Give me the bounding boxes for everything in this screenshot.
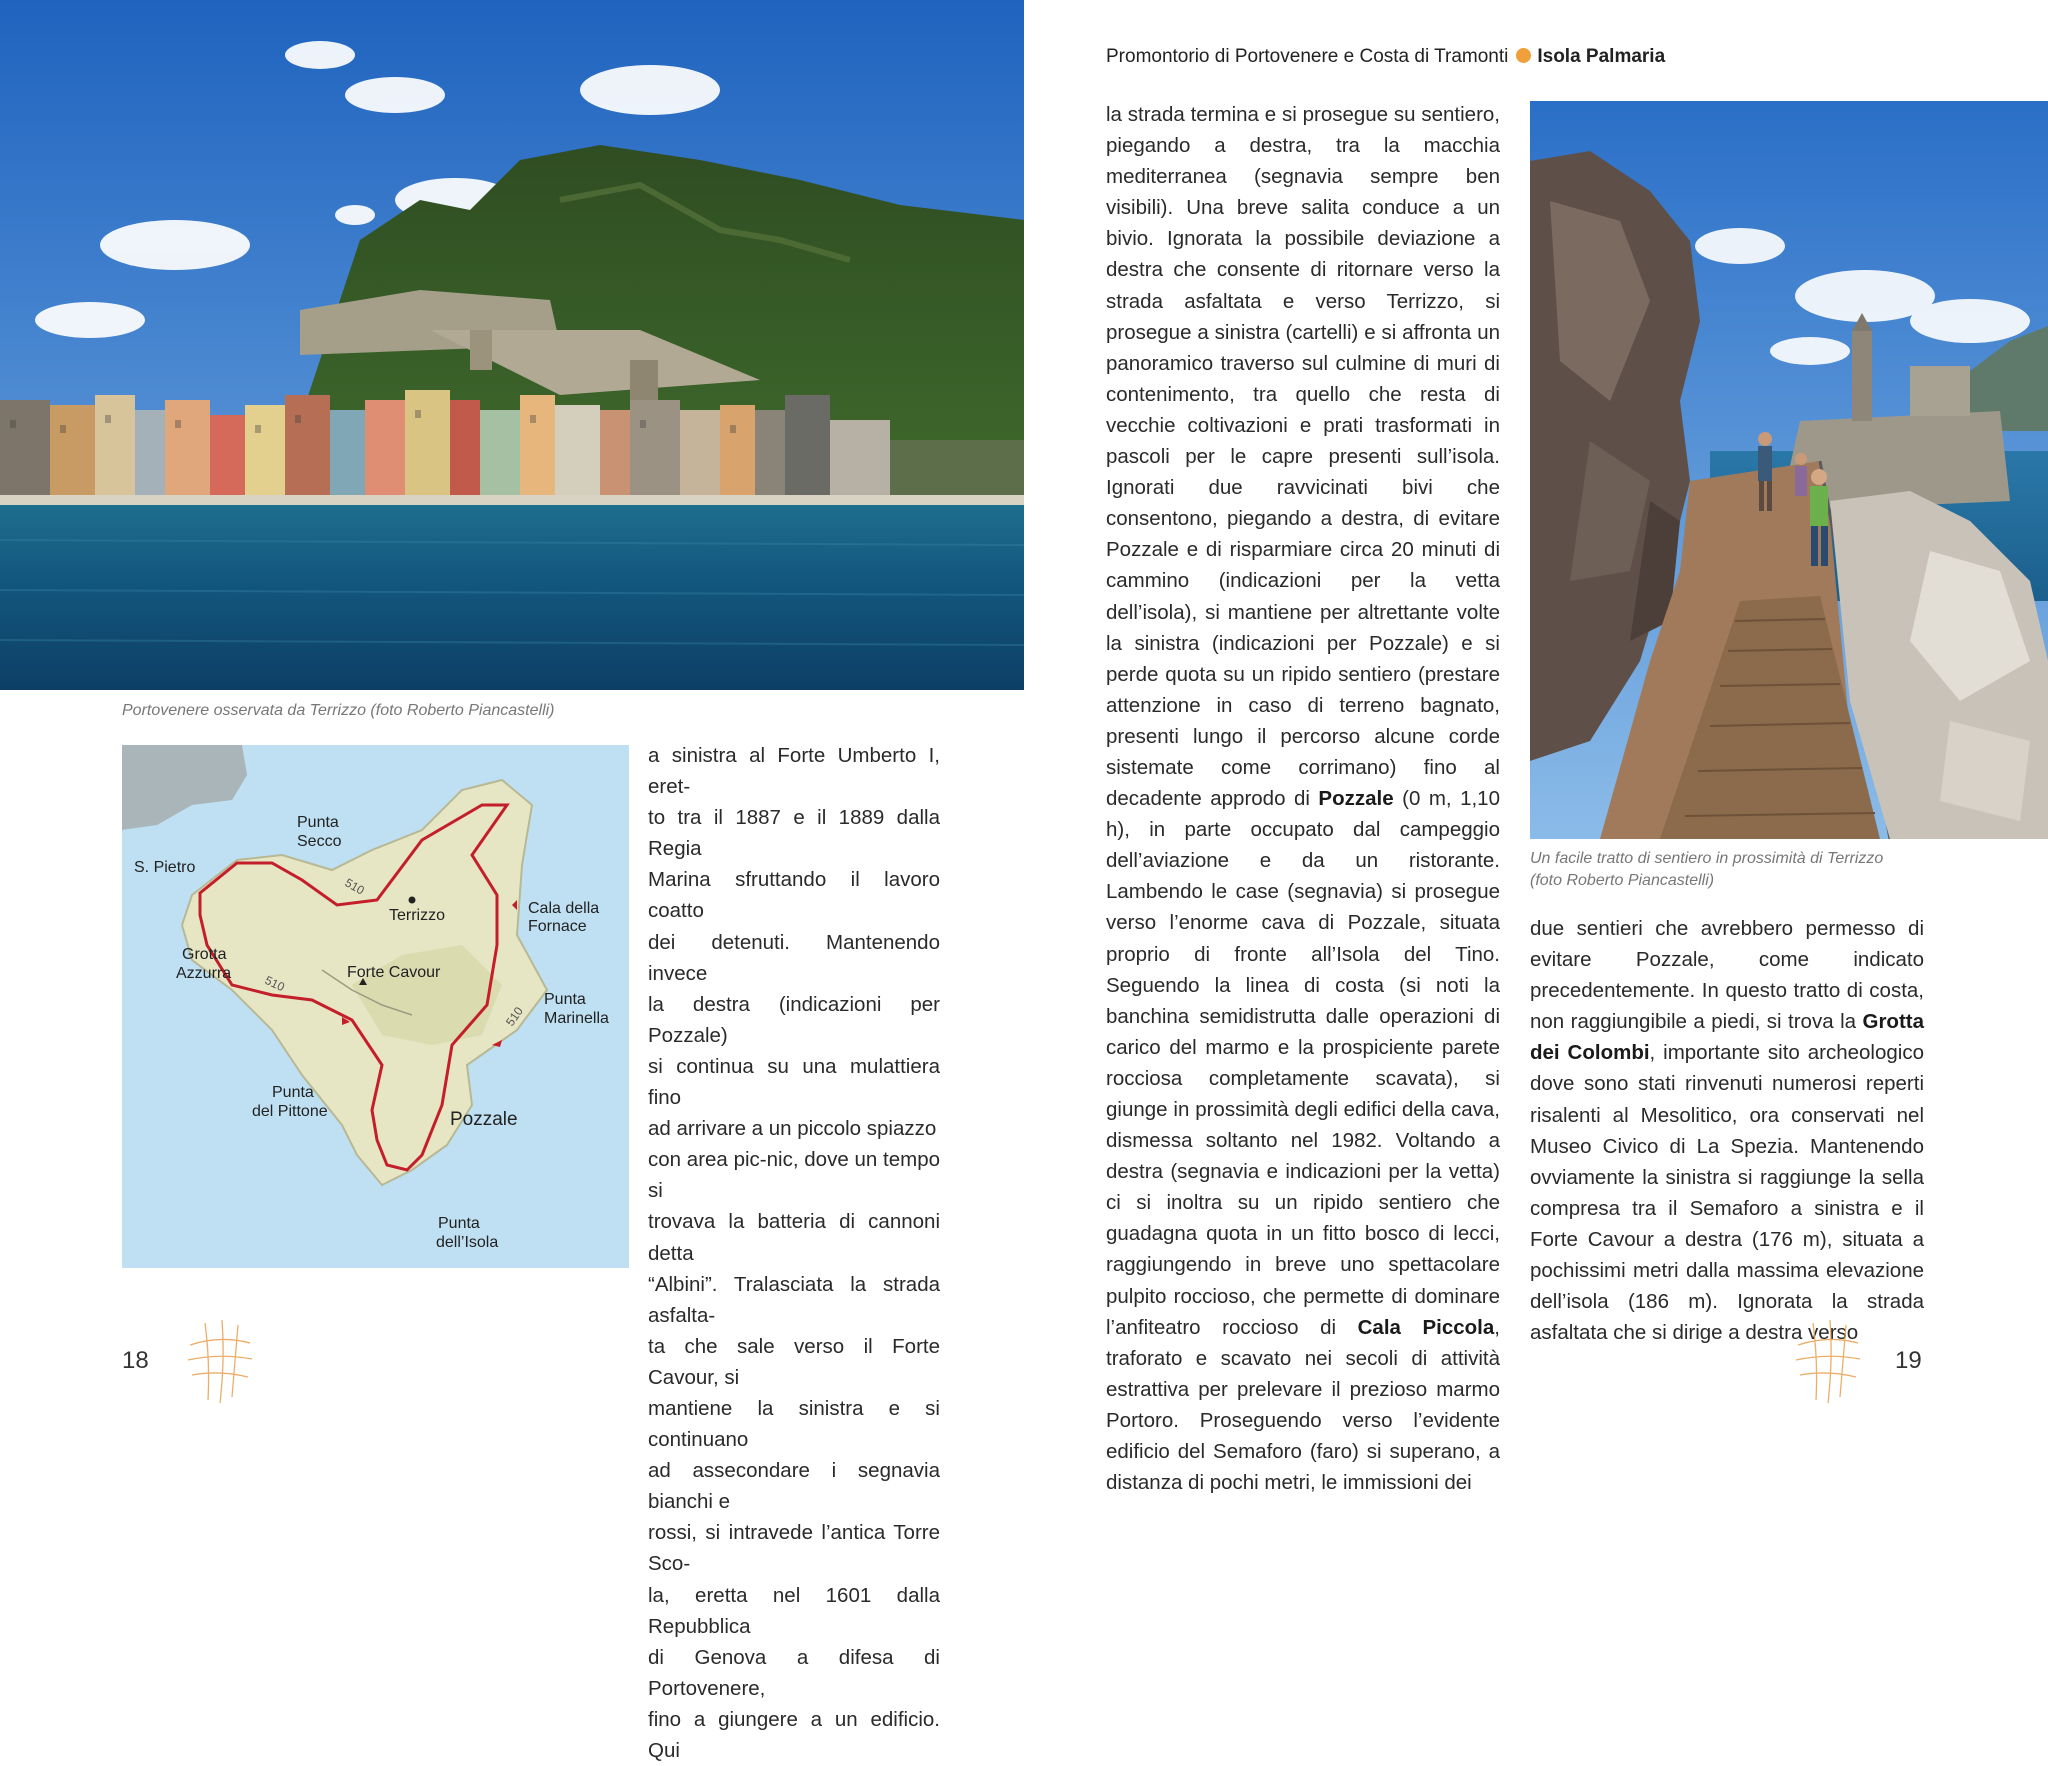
label-punta-secco-1: Punta [297,814,339,831]
label-terrizzo: Terrizzo [389,907,446,924]
chapter-title: Promontorio di Portovenere e Costa di Tramonti [1106,46,1509,67]
caption-line: (foto Roberto Piancastelli) [1530,872,1715,889]
text-line: a sinistra al Forte Umberto I, eret- [648,744,940,799]
paragraph-part: , importante sito archeologico dove sono stati rinvenuti numerosi reperti risalenti al Mesolitico, ora conservati nel Museo Civico di La Spezia. Mantenendo ovviamente la sinistra si raggiunge la sella compresa tra il Semaforo a sinistra e il Forte Cavour a destra (176 m), situata a pochissimi metri dalla massima elevazione dell’isola (186 m). Ignorata la strada asfaltata che si dirige a destra verso [1530,1041,1924,1345]
label-punta-isola-1: Punta [438,1215,480,1232]
label-punta-isola-2: dell’Isola [436,1234,499,1251]
label-forte-cavour: Forte Cavour [347,964,441,981]
page-number-right: 19 [1895,1347,1922,1374]
compass-ornament-right [1788,1315,1868,1410]
text-line: la destra (indicazioni per Pozzale) [648,992,940,1047]
portovenere-photo [0,0,1024,690]
text-line: “Albini”. Tralasciata la strada asfalta- [648,1272,940,1327]
text-line: dei detenuti. Mantenendo invece [648,930,940,985]
photo-caption-left: Portovenere osservata da Terrizzo (foto Roberto Piancastelli) [122,702,555,719]
right-text-column-2 [1530,913,1924,1348]
paragraph-part: la strada termina e si prosegue su sentiero, piegando a destra, tra la macchia mediterranea (segnavia sempre ben visibili). Una breve salita conduce a un bivio. Ignorata la possibile deviazione a destra che consente di ritornare verso la strada asfaltata e verso Terrizzo, si prosegue a sinistra (cartelli) e si affronta un panoramico traverso sul culmine di muri di contenimento, tra quello che resta di vecchie coltivazioni e prati trasformati in pascoli per le capre presenti sull’isola. Ignorati due ravvicinati bivi che consentono, piegando a destra, di evitare Pozzale e di risparmiare circa 20 minuti di cammino (indicazioni per la vetta dell’isola), si mantiene per altrettante volte la sinistra (indicazioni per Pozzale) e si perde quota su un ripido sentiero (prestare attenzione in caso di terreno bagnato, presenti lungo il percorso alcune corde sistemate come corrimano) fino al decadente approdo di [1106,103,1500,811]
label-punta-pittone-1: Punta [272,1084,314,1101]
trail-number-label-3: 510 [502,1004,526,1029]
compass-ornament-left [180,1315,260,1410]
island-map [122,745,629,1268]
label-pozzale: Pozzale [450,1109,518,1130]
text-line: di Genova a difesa di Portovenere, [648,1645,940,1700]
paragraph-part: , traforato e scavato nei secoli di attività estrattiva per prelevare il prezioso marmo Portoro. Proseguendo verso l’evidente edificio del Semaforo (faro) si superano, a distanza di pochi metri, le immissioni dei [1106,1315,1500,1495]
right-text-column-1 [1106,99,1500,1498]
label-cala-fornace-1: Cala della [528,900,600,917]
label-s-pietro: S. Pietro [134,859,196,876]
paragraph-part: due sentieri che avrebbero permesso di evitare Pozzale, come indicato precedentemente. In questo tratto di costa, non raggiungibile a piedi, si trova la [1530,917,1924,1034]
section-title: Isola Palmaria [1537,46,1666,67]
text-line: la, eretta nel 1601 dalla Repubblica [648,1583,940,1638]
page-number-left: 18 [122,1347,149,1374]
text-line: to tra il 1887 e il 1889 dalla Regia [648,806,940,861]
trail-number-label-2: 510 [262,973,287,995]
text-line: ta che sale verso il Forte Cavour, si [648,1334,940,1389]
caption-line: Un facile tratto di sentiero in prossimità di Terrizzo [1530,850,1884,867]
left-text-column [648,740,940,1766]
label-punta-secco-2: Secco [297,833,342,850]
text-line: ad assecondare i segnavia bianchi e [648,1459,940,1514]
label-punta-pittone-2: del Pittone [252,1103,328,1120]
trail-photo [1530,101,2048,839]
photo-caption-right [1530,848,2040,892]
place-grotta-dei-colombi: Grotta dei Colombi [1530,1010,1924,1065]
text-line: Marina sfruttando il lavoro coatto [648,868,940,923]
text-line: mantiene la sinistra e si continuano [648,1396,940,1452]
place-cala-piccola: Cala Piccola [1357,1315,1495,1339]
label-punta-marinella-2: Marinella [544,1010,609,1027]
text-line: con area pic-nic, dove un tempo si [648,1148,940,1203]
label-grotta-azzurra-2: Azzurra [176,965,232,982]
trail-number-label-1: 510 [342,875,367,898]
text-line: rossi, si intravede l’antica Torre Sco- [648,1521,940,1576]
text-line: ad arrivare a un piccolo spiazzo [648,1117,937,1141]
running-header [1106,46,1665,68]
label-punta-marinella-1: Punta [544,991,586,1008]
text-line: trovava la batteria di cannoni detta [648,1210,940,1265]
text-line: fino a giungere a un edificio. Qui [648,1707,940,1762]
paragraph-part: (0 m, 1,10 h), in parte occupato dal campeggio dell’aviazione e da un ristorante. Lambendo le case (segnavia) si prosegue verso l’enorme cava di Pozzale, situata proprio di fronte all’Isola del Tino. Seguendo la linea di costa (si noti la banchina semidistrutta dalle operazioni di carico del marmo e la prospiciente parete rocciosa completamente scavata), si giunge in prossimità degli edifici della cava, dismessa soltanto nel 1982. Voltando a destra (segnavia e indicazioni per la vetta) ci si inoltra su un ripido sentiero che guadagna quota in un fitto bosco di lecci, raggiungendo in breve uno spettacolare pulpito roccioso, che permette di dominare l’anfiteatro roccioso di [1106,787,1500,1339]
place-pozzale: Pozzale [1318,787,1394,811]
orange-dot-icon [1516,48,1531,63]
label-grotta-azzurra-1: Grotta [182,946,227,963]
text-line: si continua su una mulattiera fino [648,1054,940,1110]
label-cala-fornace-2: Fornace [528,918,587,935]
